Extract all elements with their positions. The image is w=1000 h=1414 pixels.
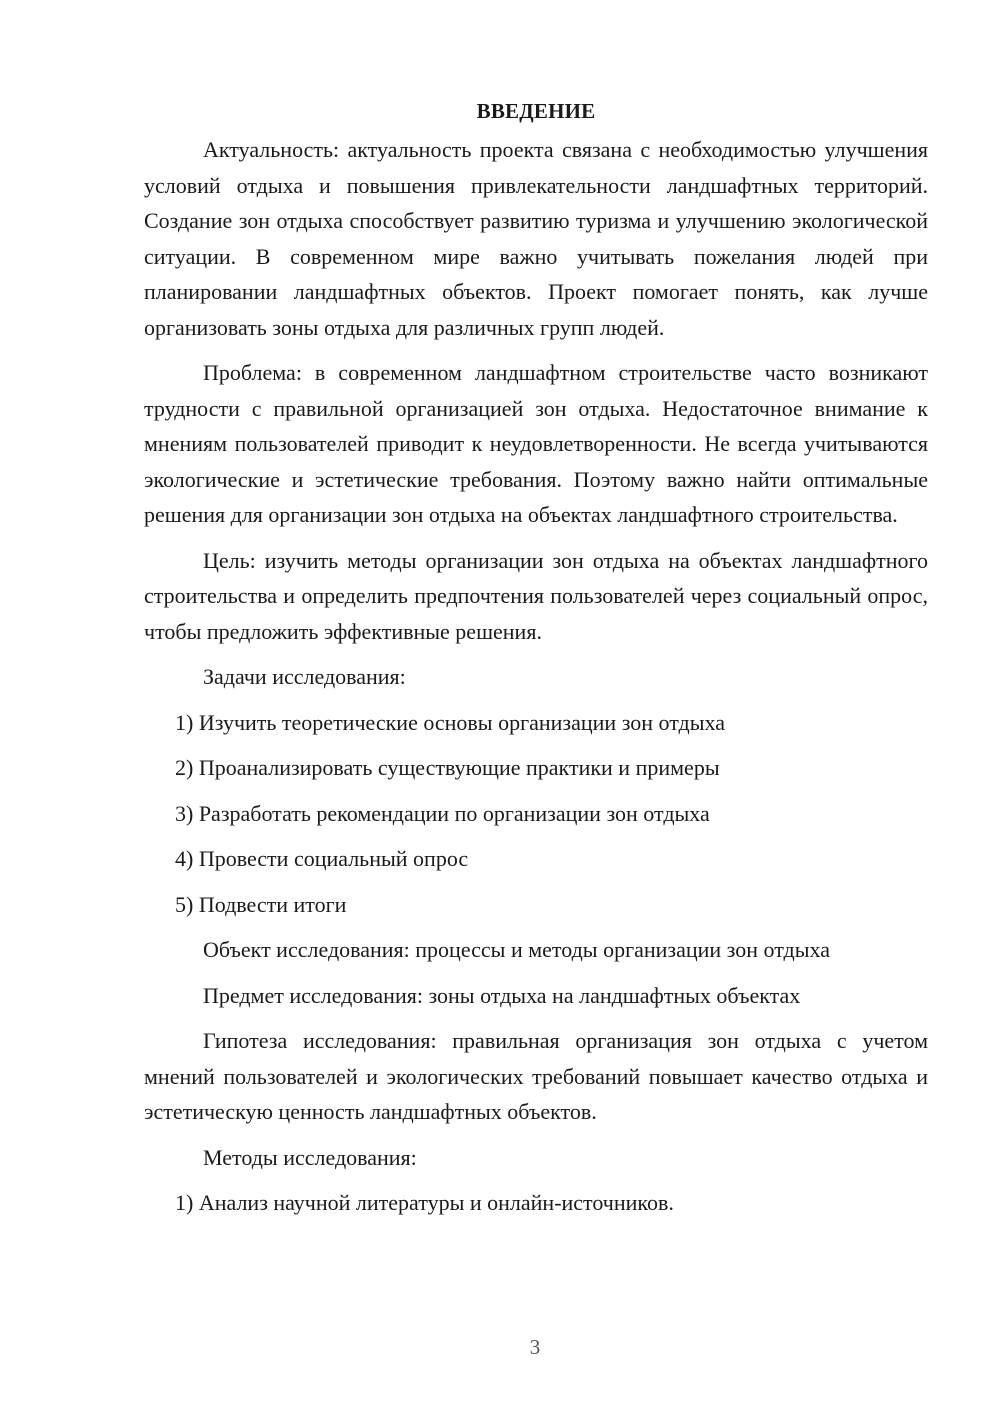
page-number: 3	[529, 1335, 541, 1359]
problem-paragraph: Проблема: в современном ландшафтном строительстве часто возникают трудности с правильной организацией зон отдыха. Недостаточное внимание к мнениям пользователей приводит к неудовлетворенности. Не всегда учитываются экологические и эстетические требования. Поэтому важно найти оптимальные решения для организации зон отдыха на объектах ландшафтного строительства.	[144, 360, 928, 527]
subject-line: Предмет исследования: зоны отдыха на ландшафтных объектах	[203, 982, 801, 1008]
list-item: 5) Подвести итоги	[175, 891, 347, 917]
methods-list	[144, 1185, 928, 1221]
methods-heading: Методы исследования:	[203, 1144, 417, 1170]
hypothesis-paragraph: Гипотеза исследования: правильная организация зон отдыха с учетом мнений пользователей и экологических требований повышает качество отдыха и эстетическую ценность ландшафтных объектов.	[144, 1028, 928, 1124]
object-line: Объект исследования: процессы и методы организации зон отдыха	[203, 937, 830, 962]
list-item: 3) Разработать рекомендации по организации зон отдыха	[175, 800, 710, 826]
tasks-heading: Задачи исследования:	[203, 664, 406, 689]
tasks-list	[144, 705, 928, 923]
list-item: 2) Проанализировать существующие практики и примеры	[175, 755, 720, 780]
page-title: ВВЕДЕНИЕ	[476, 99, 596, 123]
list-item: 1) Анализ научной литературы и онлайн-источников.	[175, 1190, 674, 1215]
goal-paragraph: Цель: изучить методы организации зон отдыха на объектах ландшафтного строительства и определить предпочтения пользователей через социальный опрос, чтобы предложить эффективные решения.	[144, 547, 928, 644]
document-page	[144, 96, 928, 1221]
relevance-paragraph: Актуальность: актуальность проекта связана с необходимостью улучшения условий отдыха и повышения привлекательности ландшафтных территорий. Создание зон отдыха способствует развитию туризма и улучшению экологической ситуации. В современном мире важно учитывать пожелания людей при планировании ландшафтных объектов. Проект помогает понять, как лучше организовать зоны отдыха для различных групп людей.	[144, 137, 928, 340]
list-item: 1) Изучить теоретические основы организации зон отдыха	[175, 709, 726, 735]
list-item: 4) Провести социальный опрос	[175, 846, 469, 871]
